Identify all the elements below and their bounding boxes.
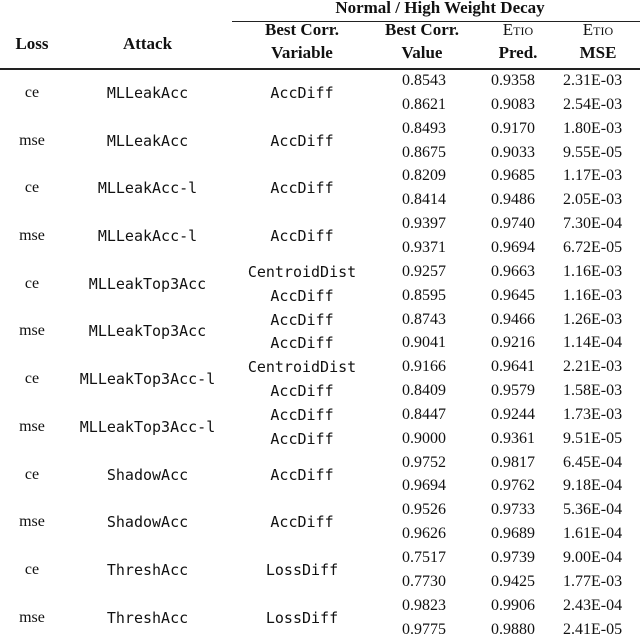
etio-pred-cell: 0.9739 [491,549,535,566]
attack-cell: MLLeakTop3Acc [88,274,207,293]
etio-pred-cell: 0.9645 [491,286,535,304]
etio-mse-cell: 1.77E-03 [563,572,623,590]
etio-pred-cell: 0.9694 [491,238,535,256]
etio-pred-cell: 0.9689 [491,525,535,543]
etio-pred-cell: 0.9033 [491,143,535,161]
attack-cell: MLLeakTop3Acc-l [79,370,216,389]
col-header-etio-mse-2: MSE [579,43,617,62]
etio-mse-cell: 6.45E-04 [563,453,623,471]
etio-pred-cell: 0.9663 [491,262,535,280]
col-header-attack: Attack [122,34,173,53]
etio-mse-cell: 1.58E-03 [563,382,623,400]
col-header-variable-2: Variable [271,43,333,62]
variable-cell: LossDiff [265,560,339,579]
attack-cell: MLLeakAcc-l [97,227,198,246]
loss-cell: mse [19,513,45,531]
variable-cell: AccDiff [270,465,334,484]
etio-mse-cell: 1.16E-03 [563,262,623,280]
variable-cell: AccDiff [270,83,334,102]
etio-pred-cell: 0.9486 [491,191,535,209]
col-header-variable-1: Best Corr. [265,20,339,39]
etio-mse-cell: 2.21E-03 [563,358,623,376]
attack-cell: ThreshAcc [106,560,189,579]
corr-value-cell: 0.9694 [402,477,446,495]
variable-cell: AccDiff [270,405,334,424]
etio-mse-cell: 5.36E-04 [563,501,623,519]
etio-pred-cell: 0.9083 [491,95,535,113]
corr-value-cell: 0.8414 [402,191,446,209]
etio-pred-cell: 0.9425 [491,572,535,590]
corr-value-cell: 0.8447 [402,405,446,423]
etio-mse-cell: 9.55E-05 [563,143,623,161]
corr-value-cell: 0.8621 [402,95,446,113]
corr-value-cell: 0.9397 [402,215,446,233]
attack-cell: MLLeakAcc [106,131,189,150]
etio-mse-cell: 2.54E-03 [563,95,623,113]
variable-cell: AccDiff [270,179,334,198]
etio-pred-cell: 0.9641 [491,358,535,376]
variable-cell: AccDiff [270,310,334,329]
attack-cell: MLLeakTop3Acc [88,322,207,341]
corr-value-cell: 0.7730 [402,572,446,590]
loss-cell: ce [24,465,40,483]
corr-value-cell: 0.8543 [402,72,446,89]
etio-mse-cell: 1.73E-03 [563,405,623,423]
etio-pred-cell: 0.9466 [491,310,535,328]
loss-cell: mse [19,131,45,149]
etio-mse-cell: 9.51E-05 [563,429,623,447]
etio-mse-cell: 9.00E-04 [563,549,623,566]
etio-mse-cell: 2.43E-04 [563,596,623,614]
loss-cell: ce [24,83,40,101]
etio-pred-cell: 0.9817 [491,453,535,471]
etio-mse-cell: 6.72E-05 [563,238,623,256]
loss-cell: mse [19,227,45,245]
variable-cell: AccDiff [270,382,334,401]
corr-value-cell: 0.7517 [402,549,446,566]
variable-cell: AccDiff [270,429,334,448]
corr-value-cell: 0.9526 [402,501,446,519]
attack-cell: MLLeakAcc [106,83,189,102]
etio-pred-cell: 0.9880 [491,620,535,638]
etio-mse-cell: 2.31E-03 [563,72,623,89]
corr-value-cell: 0.8675 [402,143,446,161]
col-header-value-2: Value [401,43,443,62]
etio-pred-cell: 0.9216 [491,334,535,352]
loss-cell: ce [24,560,40,578]
variable-cell: CentroidDist [247,262,357,281]
etio-pred-cell: 0.9762 [491,477,535,495]
corr-value-cell: 0.9000 [402,429,446,447]
etio-mse-cell: 9.18E-04 [563,477,623,495]
corr-value-cell: 0.9752 [402,453,446,471]
loss-cell: mse [19,322,45,340]
etio-mse-cell: 2.41E-05 [563,620,623,638]
corr-value-cell: 0.9775 [402,620,446,638]
col-header-etio-mse-1: Etio [582,20,614,39]
corr-value-cell: 0.9626 [402,525,446,543]
variable-cell: CentroidDist [247,358,357,377]
etio-pred-cell: 0.9361 [491,429,535,447]
corr-value-cell: 0.9041 [402,334,446,352]
col-header-etio-pred-1: Etio [502,20,534,39]
corr-value-cell: 0.8595 [402,286,446,304]
corr-value-cell: 0.8409 [402,382,446,400]
etio-pred-cell: 0.9685 [491,167,535,185]
col-header-loss: Loss [15,34,49,53]
attack-cell: ShadowAcc [106,465,189,484]
corr-value-cell: 0.8743 [402,310,446,328]
attack-cell: ThreshAcc [106,608,189,627]
etio-mse-cell: 1.80E-03 [563,119,623,137]
etio-pred-cell: 0.9244 [491,405,535,423]
header-rule [0,68,640,70]
etio-mse-cell: 1.17E-03 [563,167,623,185]
variable-cell: AccDiff [270,286,334,305]
etio-pred-cell: 0.9170 [491,119,535,137]
loss-cell: ce [24,274,40,292]
attack-cell: MLLeakTop3Acc-l [79,417,216,436]
variable-cell: AccDiff [270,131,334,150]
etio-pred-cell: 0.9733 [491,501,535,519]
etio-pred-cell: 0.9740 [491,215,535,233]
group-header: Normal / High Weight Decay [335,0,545,17]
loss-cell: ce [24,370,40,388]
variable-cell: LossDiff [265,608,339,627]
variable-cell: AccDiff [270,227,334,246]
etio-mse-cell: 1.14E-04 [563,334,623,352]
corr-value-cell: 0.8209 [402,167,446,185]
etio-mse-cell: 1.16E-03 [563,286,623,304]
attack-cell: ShadowAcc [106,513,189,532]
col-header-etio-pred-2: Pred. [498,43,538,62]
variable-cell: AccDiff [270,334,334,353]
loss-cell: mse [19,608,45,626]
etio-pred-cell: 0.9579 [491,382,535,400]
corr-value-cell: 0.9257 [402,262,446,280]
loss-cell: mse [19,417,45,435]
etio-pred-cell: 0.9358 [491,72,535,89]
etio-mse-cell: 1.26E-03 [563,310,623,328]
etio-mse-cell: 7.30E-04 [563,215,623,233]
attack-cell: MLLeakAcc-l [97,179,198,198]
loss-cell: ce [24,179,40,197]
corr-value-cell: 0.9371 [402,238,446,256]
etio-pred-cell: 0.9906 [491,596,535,614]
variable-cell: AccDiff [270,513,334,532]
col-header-value-1: Best Corr. [385,20,459,39]
etio-mse-cell: 1.61E-04 [563,525,623,543]
corr-value-cell: 0.8493 [402,119,446,137]
corr-value-cell: 0.9166 [402,358,446,376]
etio-mse-cell: 2.05E-03 [563,191,623,209]
corr-value-cell: 0.9823 [402,596,446,614]
